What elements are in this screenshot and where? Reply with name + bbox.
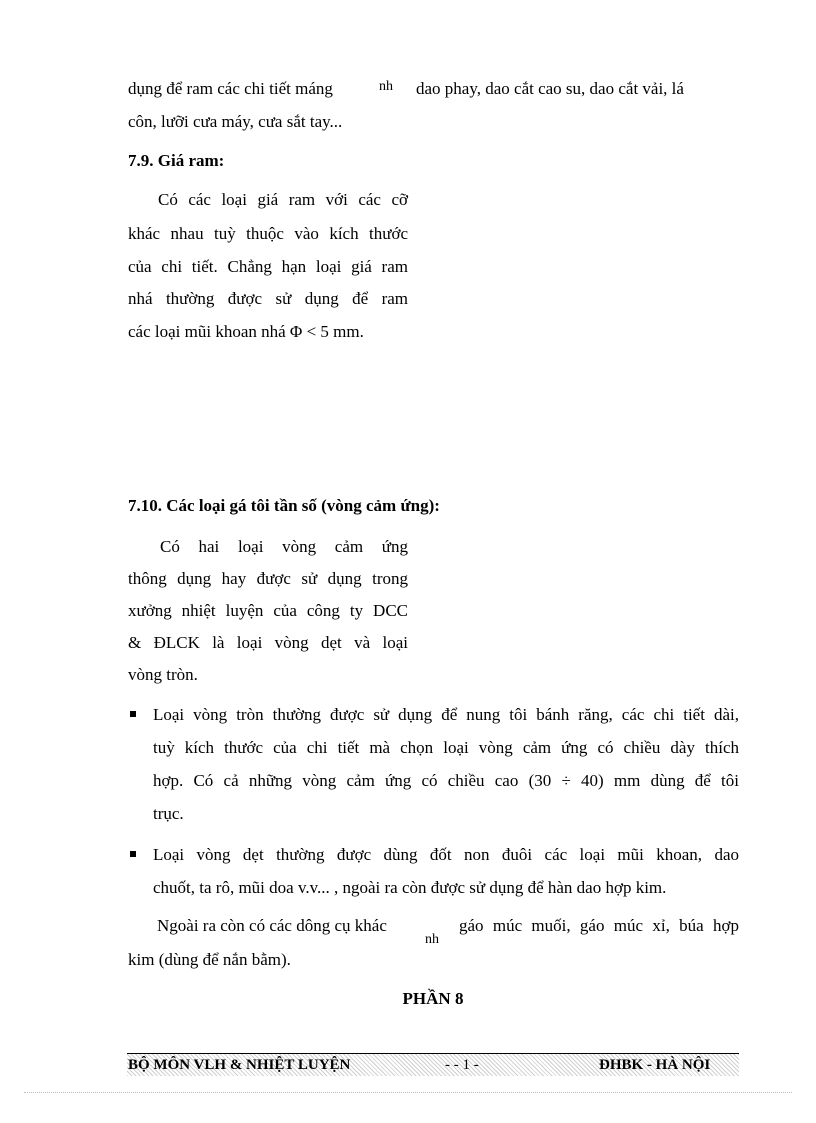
bullet-marker-1 [130, 711, 136, 717]
section-7-10-line-1: Có hai loại vòng cảm ứng [160, 537, 408, 556]
intro-line-2: côn, lưỡi cưa máy, cưa sắt tay... [128, 112, 343, 131]
section-7-9-line-3: của chi tiết. Chẳng hạn loại giá ram [128, 257, 408, 276]
section-7-9-line-2: khác nhau tuỳ thuộc vào kích thước [128, 224, 408, 243]
closing-line-1b: gáo múc muối, gáo múc xỉ, búa hợp [459, 916, 739, 935]
footer-page-number: - - 1 - [445, 1057, 479, 1073]
part-heading: PHẦN 8 [402, 989, 464, 1008]
intro-line-1-small: nh [379, 79, 393, 94]
section-7-10-line-3: xưởng nhiệt luyện của công ty DCC [128, 601, 408, 620]
section-7-9-line-4: nhá thường được sử dụng để ram [128, 289, 408, 308]
closing-line-1-small: nh [425, 932, 439, 947]
closing-line-2: kim (dùng để nắn bằm). [128, 950, 291, 969]
bullet-1-line-3: hợp. Có cả những vòng cảm ứng có chiều cao (30 ÷ 40) mm dùng để tôi [153, 771, 739, 790]
section-7-9-heading: 7.9. Giá ram: [128, 151, 225, 170]
bullet-marker-2 [130, 851, 136, 857]
section-7-10-line-2: thông dụng hay được sử dụng trong [128, 569, 408, 588]
section-7-10-line-5: vòng tròn. [128, 665, 198, 684]
bullet-1-line-1: Loại vòng tròn thường được sử dụng để nung tôi bánh răng, các chi tiết dài, [153, 705, 739, 724]
section-7-9-line-5: các loại mũi khoan nhá Φ < 5 mm. [128, 322, 364, 341]
intro-line-1b-text: dao phay, dao cắt cao su, dao cắt vải, lá [416, 79, 684, 98]
footer-right: ĐHBK - HÀ NỘI [599, 1057, 711, 1073]
intro-line-1b [416, 79, 738, 99]
intro-line-1a: dụng để ram các chi tiết máng [128, 79, 333, 98]
bottom-dotted-rule [24, 1092, 792, 1093]
bullet-2-line-1: Loại vòng dẹt thường được dùng đốt non đuôi các loại mũi khoan, dao [153, 845, 739, 864]
section-7-9-line-1: Có các loại giá ram với các cỡ [158, 190, 408, 209]
bullet-2-line-2: chuốt, ta rô, mũi doa v.v... , ngoài ra còn được sử dụng để hàn dao hợp kim. [153, 878, 667, 897]
section-7-10-heading: 7.10. Các loại gá tôi tần số (vòng cảm ứng): [128, 496, 440, 515]
section-7-10-line-4: & ĐLCK là loại vòng dẹt và loại [128, 633, 408, 652]
footer-left: BỘ MÔN VLH & NHIỆT LUYỆN [128, 1057, 351, 1073]
closing-line-1a: Ngoài ra còn có các dông cụ khác [157, 916, 387, 935]
bullet-1-line-4: trục. [153, 804, 184, 823]
bullet-1-line-2: tuỳ kích thước của chi tiết mà chọn loại vòng cảm ứng có chiều dày thích [153, 738, 739, 757]
